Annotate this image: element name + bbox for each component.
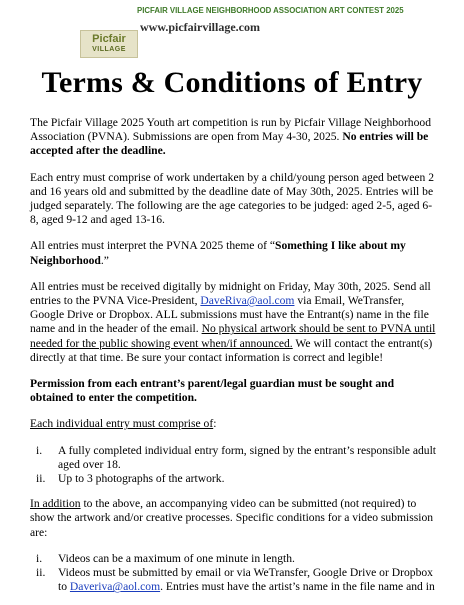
list-item-text: . Entries must have the artist’s name in the file name and in (160, 580, 435, 594)
list-item-text: A fully completed individual entry form, signed by the entrant’s responsible adult aged over 18. (58, 443, 437, 471)
logo-text-picfair: Picfair (92, 33, 126, 45)
paragraph-text: All entries must interpret the PVNA 2025 theme of “ (30, 239, 276, 253)
requirements-heading: Each individual entry must comprise of (30, 417, 214, 431)
list-number: i. (36, 551, 43, 565)
paragraph-organizer (30, 116, 440, 159)
paragraph-text: We will contact the entrant(s) directly at that time. Be sure your contact information is correct and legible! (30, 336, 433, 364)
paragraph-text: : (213, 417, 217, 431)
theme-name: Something I like about my Neighborhood (30, 239, 406, 267)
paragraph-video (30, 497, 440, 540)
logo-text-village: VILLAGE (92, 46, 126, 53)
email-link[interactable]: DaveRiva@aol.com (200, 294, 295, 308)
video-conditions-list (30, 552, 440, 595)
list-number: i. (36, 443, 43, 457)
paragraph-text: via Email, WeTransfer, Google Drive or Dropbox. ALL submissions must have the Entrant(s) name in the file name and in the header of the email. (30, 294, 429, 336)
paragraph-text: All entries must be received digitally by midnight on Friday, May 30th, 2025. Send all entries to the PVNA Vice-President, (30, 279, 431, 308)
deadline-notice: No entries will be accepted after the deadline. (30, 130, 429, 158)
paragraph-theme (30, 239, 440, 267)
physical-artwork-notice: No physical artwork should be sent to PVNA until needed for the public showing event when/if announced. (30, 322, 436, 350)
paragraph-entry-requirements (30, 417, 440, 431)
terms-body (30, 116, 440, 605)
page-title: Terms & Conditions of Entry (41, 66, 423, 99)
permission-notice: Permission from each entrant’s parent/legal guardian must be sought and obtained to enter the competition. (30, 377, 395, 405)
paragraph-eligibility: Each entry must comprise of work undertaken by a child/young person aged between 2 and 16 years old and submitted by the deadline date of May 30th, 2025. Entries will be judged separately. The following are the age categories to be judged: aged 2-5, aged 6-8, aged 9-12 and aged 13-16. (30, 170, 435, 227)
website-link[interactable]: www.picfairvillage.com (140, 20, 260, 34)
list-item-text: Videos must be submitted by email or via WeTransfer, Google Drive or Dropbox to (58, 566, 433, 594)
list-item (30, 552, 440, 566)
paragraph-permission (30, 377, 440, 405)
list-item (30, 566, 440, 594)
paragraph-text: to the above, an accompanying video can be submitted (not required) to show the artwork and/or creative processes. Specific conditions for a video submission are: (30, 497, 434, 539)
list-item-text: Up to 3 photographs of the artwork. (58, 472, 225, 486)
picfair-village-logo (80, 30, 138, 58)
list-number: ii. (36, 566, 46, 580)
entry-requirements-list (30, 444, 440, 487)
list-item (30, 444, 440, 472)
list-number: ii. (36, 472, 46, 486)
paragraph-text: .” (100, 253, 109, 267)
list-item-text: Videos can be a maximum of one minute in length. (58, 551, 295, 565)
email-link[interactable]: Daveriva@aol.com (69, 580, 161, 594)
letterhead (0, 0, 464, 62)
paragraph-submission (30, 280, 440, 365)
in-addition-text: In addition (30, 497, 81, 511)
paragraph-text: The Picfair Village 2025 Youth art competition is run by Picfair Village Neighborhood Association (PVNA). Submissions are open from May 4-30, 2025. (30, 116, 431, 144)
contest-heading: PICFAIR VILLAGE NEIGHBORHOOD ASSOCIATION ART CONTEST 2025 (137, 6, 404, 15)
list-item (30, 472, 440, 486)
